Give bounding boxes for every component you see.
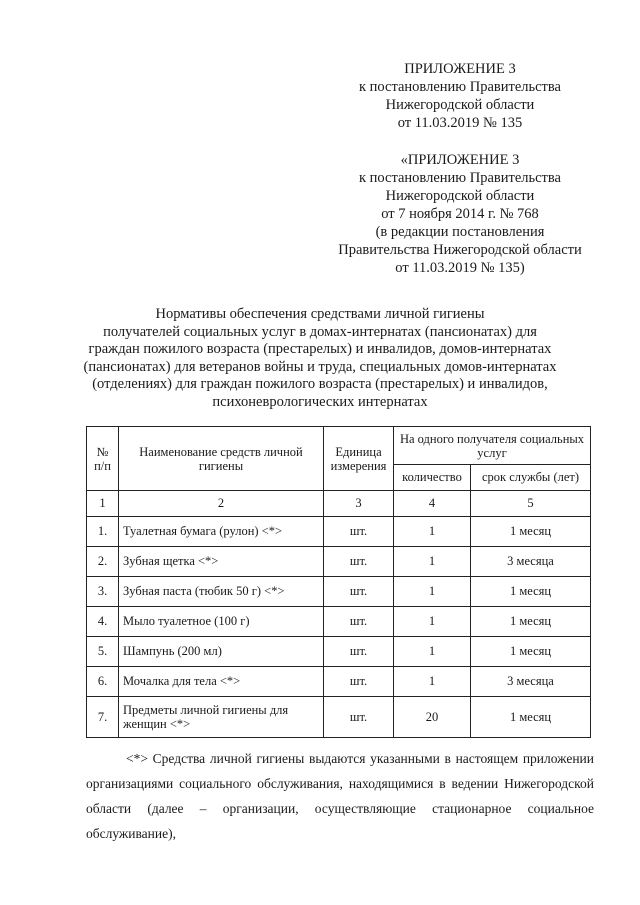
row-quantity: 1 bbox=[394, 577, 471, 607]
appendix-line: от 11.03.2019 № 135) bbox=[395, 260, 525, 276]
row-term: 1 месяц bbox=[471, 577, 591, 607]
appendix-line: от 7 ноября 2014 г. № 768 bbox=[381, 206, 539, 222]
appendix-line: Правительства Нижегородской области bbox=[338, 242, 582, 258]
appendix-line: Нижегородской области bbox=[385, 188, 535, 204]
row-term: 1 месяц bbox=[471, 517, 591, 547]
appendix-line: «ПРИЛОЖЕНИЕ 3 bbox=[400, 152, 520, 168]
row-unit: шт. bbox=[324, 517, 394, 547]
row-term: 3 месяца bbox=[471, 667, 591, 697]
header-unit: Единица измерения bbox=[324, 427, 394, 491]
row-num: 3. bbox=[87, 577, 119, 607]
header-num: № п/п bbox=[87, 427, 119, 491]
row-unit: шт. bbox=[324, 637, 394, 667]
row-num: 5. bbox=[87, 637, 119, 667]
row-num: 1. bbox=[87, 517, 119, 547]
header-term: срок службы (лет) bbox=[471, 465, 591, 491]
row-name: Туалетная бумага (рулон) <*> bbox=[119, 517, 324, 547]
title-line: (пансионатах) для ветеранов войны и труда, специальных домов-интернатах bbox=[83, 358, 557, 375]
header-quantity: количество bbox=[394, 465, 471, 491]
row-unit: шт. bbox=[324, 607, 394, 637]
header-name: Наименование средств личной гигиены bbox=[119, 427, 324, 491]
table-row bbox=[87, 517, 591, 547]
row-quantity: 20 bbox=[394, 697, 471, 738]
row-quantity: 1 bbox=[394, 547, 471, 577]
appendix-reference-original bbox=[320, 151, 600, 277]
title-line: граждан пожилого возраста (престарелых) и инвалидов, домов-интернатах bbox=[88, 341, 552, 357]
document-title bbox=[55, 306, 585, 411]
row-quantity: 1 bbox=[394, 667, 471, 697]
appendix-reference-new bbox=[320, 60, 600, 132]
column-number: 3 bbox=[324, 491, 394, 517]
row-term: 1 месяц bbox=[471, 697, 591, 738]
row-quantity: 1 bbox=[394, 517, 471, 547]
table-row bbox=[87, 547, 591, 577]
appendix-line: ПРИЛОЖЕНИЕ 3 bbox=[404, 61, 516, 77]
row-term: 1 месяц bbox=[471, 637, 591, 667]
row-name: Зубная щетка <*> bbox=[119, 547, 324, 577]
row-num: 4. bbox=[87, 607, 119, 637]
hygiene-norms-table bbox=[86, 426, 591, 738]
row-term: 1 месяц bbox=[471, 607, 591, 637]
title-line: (отделениях) для граждан пожилого возраста (престарелых) и инвалидов, bbox=[92, 376, 548, 392]
table-row bbox=[87, 697, 591, 738]
column-number: 5 bbox=[471, 491, 591, 517]
row-quantity: 1 bbox=[394, 607, 471, 637]
appendix-line: (в редакции постановления bbox=[375, 224, 545, 240]
appendix-line: к постановлению Правительства bbox=[359, 79, 561, 95]
row-unit: шт. bbox=[324, 697, 394, 738]
table-row bbox=[87, 637, 591, 667]
row-unit: шт. bbox=[324, 667, 394, 697]
row-name: Шампунь (200 мл) bbox=[119, 637, 324, 667]
row-num: 2. bbox=[87, 547, 119, 577]
row-unit: шт. bbox=[324, 577, 394, 607]
table-row bbox=[87, 607, 591, 637]
table-row bbox=[87, 577, 591, 607]
title-line: получателей социальных услуг в домах-интернатах (пансионатах) для bbox=[103, 323, 537, 340]
column-number: 1 bbox=[87, 491, 119, 517]
title-line: Нормативы обеспечения средствами личной гигиены bbox=[155, 306, 485, 322]
row-name: Зубная паста (тюбик 50 г) <*> bbox=[119, 577, 324, 607]
table-row bbox=[87, 667, 591, 697]
row-term: 3 месяца bbox=[471, 547, 591, 577]
appendix-line: Нижегородской области bbox=[385, 97, 535, 113]
row-name: Предметы личной гигиены для женщин <*> bbox=[119, 697, 324, 738]
row-num: 6. bbox=[87, 667, 119, 697]
column-number: 2 bbox=[119, 491, 324, 517]
column-number-row bbox=[87, 491, 591, 517]
row-num: 7. bbox=[87, 697, 119, 738]
column-number: 4 bbox=[394, 491, 471, 517]
row-name: Мыло туалетное (100 г) bbox=[119, 607, 324, 637]
appendix-line: от 11.03.2019 № 135 bbox=[397, 115, 523, 131]
header-per-recipient: На одного получателя социальных услуг bbox=[394, 427, 591, 465]
row-unit: шт. bbox=[324, 547, 394, 577]
title-line: психоневрологических интернатах bbox=[212, 393, 428, 410]
footnote-paragraph: <*> Средства личной гигиены выдаются указанными в настоящем приложении организациями социального обслуживания, находящимися в ведении Нижегородской области (далее – организации, осуществляющие стационарное социальное обслуживание), bbox=[86, 751, 594, 841]
row-quantity: 1 bbox=[394, 637, 471, 667]
row-name: Мочалка для тела <*> bbox=[119, 667, 324, 697]
appendix-line: к постановлению Правительства bbox=[359, 170, 561, 186]
